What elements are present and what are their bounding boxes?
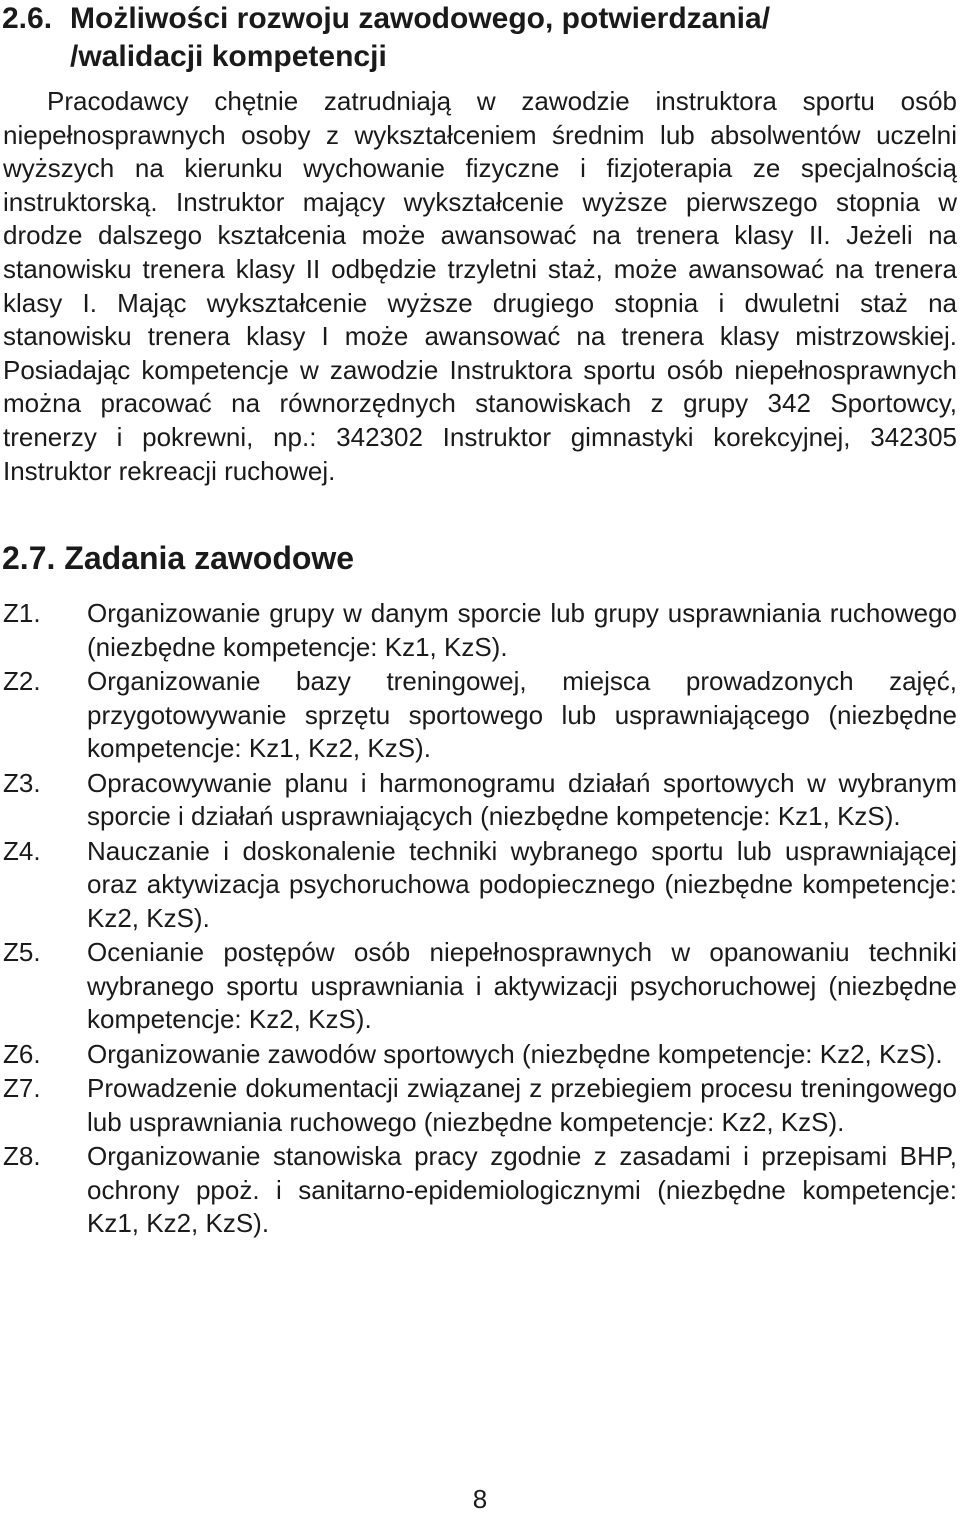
task-code: Z3. bbox=[3, 767, 41, 798]
task-item-z7 bbox=[0, 1072, 957, 1139]
section-2-6-title-line1: Możliwości rozwoju zawodowego, potwierdzania/ bbox=[70, 2, 771, 35]
task-item-z2 bbox=[0, 665, 957, 766]
task-code: Z6. bbox=[3, 1038, 41, 1069]
section-2-6-number: 2.6. bbox=[2, 2, 53, 35]
task-code: Z4. bbox=[3, 835, 41, 866]
task-item-z5 bbox=[0, 936, 957, 1037]
task-text: Prowadzenie dokumentacji związanej z przebiegiem procesu treningowego lub usprawniania ruchowego (niezbędne kompetencje: Kz2, KzS). bbox=[87, 1073, 957, 1137]
task-code: Z7. bbox=[3, 1073, 41, 1103]
task-item-z6 bbox=[0, 1038, 957, 1072]
task-item-z4 bbox=[0, 835, 957, 936]
task-text: Organizowanie grupy w danym sporcie lub grupy usprawniania ruchowego (niezbędne kompetencje: Kz1, KzS). bbox=[87, 598, 957, 662]
task-text: Organizowanie stanowiska pracy zgodnie z zasadami i przepisami BHP, ochrony ppoż. i sanitarno-epidemiologicznymi (niezbędne kompetencje: Kz1, Kz2, KzS). bbox=[87, 1141, 957, 1238]
task-text: Organizowanie zawodów sportowych (niezbędne kompetencje: Kz2, KzS). bbox=[87, 1038, 943, 1069]
task-item-z1 bbox=[0, 597, 957, 664]
task-text: Nauczanie i doskonalenie techniki wybranego sportu lub usprawniającej oraz aktywizacja psychoruchowa podopiecznego (niezbędne kompetencje: Kz2, KzS). bbox=[87, 835, 957, 933]
task-text: Opracowywanie planu i harmonogramu działań sportowych w wybranym sporcie i działań usprawniających (niezbędne kompetencje: Kz1, KzS). bbox=[87, 767, 957, 831]
task-code: Z2. bbox=[3, 666, 41, 696]
section-2-6-title-line2: /walidacji kompetencji bbox=[70, 40, 387, 73]
page-number: 8 bbox=[472, 1484, 488, 1514]
task-code: Z8. bbox=[3, 1141, 41, 1171]
career-development-paragraph: Pracodawcy chętnie zatrudniają w zawodzie instruktora sportu osób niepełnosprawnych osoby z wykształceniem średnim lub absolwentów uczelni wyższych na kierunku wychowanie fizyczne i fizjoterapia ze specjalnością instruktorską. Instruktor mający wykształcenie wyższe pierwszego stopnia w drodze dalszego kształcenia może awansować na trenera klasy II. Jeżeli na stanowisku trenera klasy II odbędzie trzyletni staż, może awansować na trenera klasy I. Mając wykształcenie wyższe drugiego stopnia i dwuletni staż na stanowisku trenera klasy I może awansować na trenera klasy mistrzowskiej. Posiadając kompetencje w zawodzie Instruktora sportu osób niepełnosprawnych można pracować na równorzędnych stanowiskach z grupy 342 Sportowcy, trenerzy i pokrewni, np.: 342302 Instruktor gimnastyki korekcyjnej, 342305 Instruktor rekreacji ruchowej. bbox=[3, 86, 957, 486]
task-item-z8 bbox=[0, 1140, 957, 1241]
task-code: Z1. bbox=[3, 598, 41, 628]
professional-tasks-list bbox=[0, 597, 957, 1241]
task-code: Z5. bbox=[3, 937, 41, 967]
section-2-6-heading bbox=[2, 0, 957, 76]
task-text: Organizowanie bazy treningowej, miejsca prowadzonych zajęć, przygotowywanie sprzętu sportowego lub usprawniającego (niezbędne kompetencje: Kz1, Kz2, KzS). bbox=[87, 666, 957, 763]
task-item-z3 bbox=[0, 767, 957, 834]
task-text: Ocenianie postępów osób niepełnosprawnych w opanowaniu techniki wybranego sportu usprawniania i aktywizacji psychoruchowej (niezbędne kompetencje: Kz2, KzS). bbox=[87, 937, 957, 1034]
section-2-7-heading: 2.7. Zadania zawodowe bbox=[2, 540, 355, 576]
